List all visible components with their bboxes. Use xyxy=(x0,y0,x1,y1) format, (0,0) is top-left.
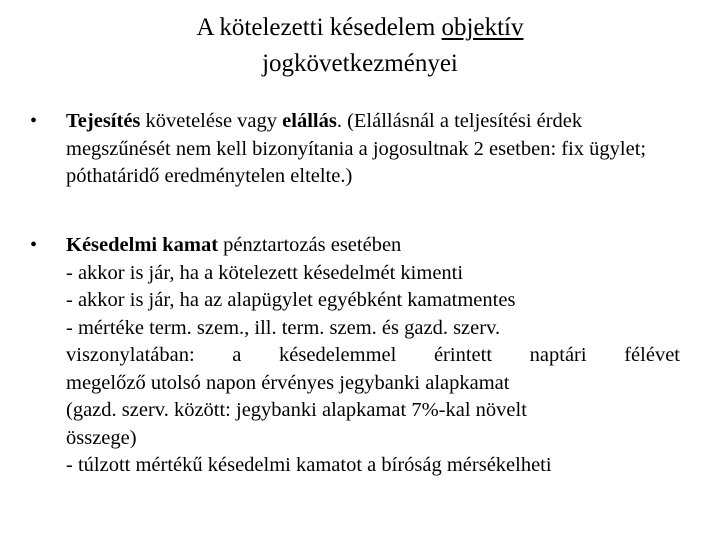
title-underlined-word: objektív xyxy=(441,14,524,41)
sub-line: (gazd. szerv. között: jegybanki alapkamat 7%-kal növelt xyxy=(66,399,527,421)
bullet-text: . (Elállásnál a teljesítési érdek megszűnését nem kell bizonyítania a jogosultnak 2 esetben: fix ügylet; póthatáridő eredménytelen eltelte.) xyxy=(66,110,647,187)
bold-term-performance: Tejesítés xyxy=(66,110,141,132)
bullet-dot-icon: • xyxy=(30,110,38,132)
bullet-text: pénztartozás esetében xyxy=(218,234,402,256)
slide-title xyxy=(60,10,660,82)
title-line2: jogkövetkezményei xyxy=(262,50,458,77)
sub-line: - túlzott mértékű késedelmi kamatot a bíróság mérsékelheti xyxy=(66,454,552,476)
sub-line: - akkor is jár, ha a kötelezett késedelmét kimenti xyxy=(66,261,464,284)
sub-line: viszonylatában: a késedelemmel érintett naptári félévet xyxy=(66,344,680,366)
bullet-heading-line xyxy=(66,232,680,260)
title-line1-prefix: A kötelezetti késedelem xyxy=(196,14,442,41)
sub-line: - mértéke term. szem., ill. term. szem. és gazd. szerv. xyxy=(66,316,501,339)
sub-line: - akkor is jár, ha az alapügylet egyébként kamatmentes xyxy=(66,289,516,311)
bullet-text: követelése vagy xyxy=(140,110,283,132)
bold-term-default-interest: Késedelmi kamat xyxy=(66,234,219,256)
bullet-item-performance xyxy=(30,108,680,191)
bullet-body xyxy=(66,108,680,191)
bullet-item-default-interest xyxy=(30,232,680,480)
bold-term-rescission: elállás xyxy=(282,110,337,132)
bullet-dot-icon: • xyxy=(30,234,38,256)
sub-line: megelőző utolsó napon érvényes jegybanki alapkamat xyxy=(66,371,510,394)
bullet-body xyxy=(66,232,680,480)
sub-line: összege) xyxy=(66,426,137,449)
